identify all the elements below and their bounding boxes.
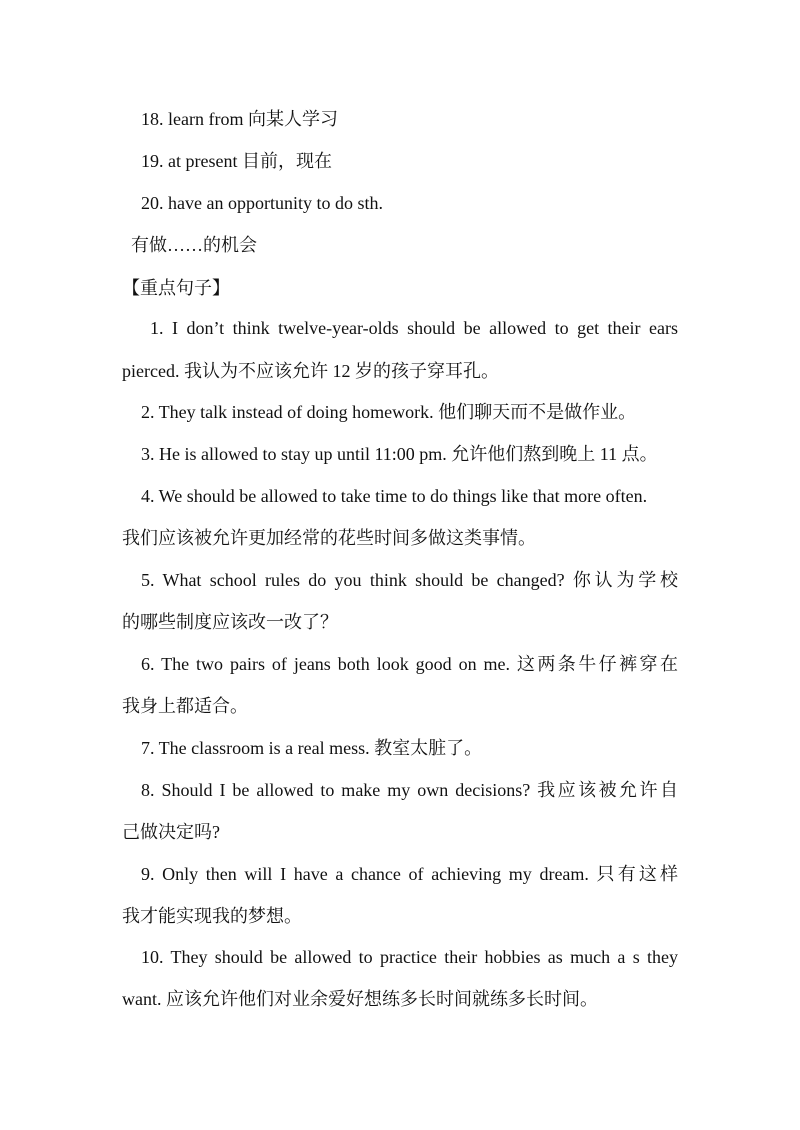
sentence-4: 4. We should be allowed to take time to do things like that more often. [141,486,648,506]
sentence-1-continued: pierced. 我认为不应该允许 12 岁的孩子穿耳孔。 [122,361,499,381]
sentence-4-translation: 我们应该被允许更加经常的花些时间多做这类事情。 [122,528,536,548]
sentence-6: 6. The two pairs of jeans both look good on me. 这两条牛仔裤穿在 [141,654,678,674]
sentence-6-continued: 我身上都适合。 [122,696,248,716]
phrase-20: 20. have an opportunity to do sth. [141,193,383,213]
sentence-5: 5. What school rules do you think should be changed? 你认为学校 [141,570,678,590]
sentence-10-continued: want. 应该允许他们对业余爱好想练多长时间就练多长时间。 [122,989,598,1009]
phrase-18: 18. learn from 向某人学习 [141,109,338,129]
sentence-2: 2. They talk instead of doing homework. 他们聊天而不是做作业。 [141,402,637,422]
sentence-5-continued: 的哪些制度应该改一改了？ [122,612,338,632]
sentence-9: 9. Only then will I have a chance of achieving my dream. 只有这样 [141,864,678,884]
section-header: 【重点句子】 [122,278,230,298]
phrase-20-meaning: 有做……的机会 [131,235,257,255]
sentence-1: 1. I don’t think twelve-year-olds should be allowed to get their ears [150,318,678,338]
sentence-8-continued: 己做决定吗? [122,822,220,842]
sentence-7: 7. The classroom is a real mess. 教室太脏了。 [141,738,483,758]
phrase-19: 19. at present 目前，现在 [141,151,332,171]
sentence-9-continued: 我才能实现我的梦想。 [122,906,302,926]
sentence-10: 10. They should be allowed to practice their hobbies as much a s they [141,947,678,967]
sentence-3: 3. He is allowed to stay up until 11:00 pm. 允许他们熬到晚上 11 点。 [141,444,658,464]
sentence-8: 8. Should I be allowed to make my own decisions? 我应该被允许自 [141,780,678,800]
